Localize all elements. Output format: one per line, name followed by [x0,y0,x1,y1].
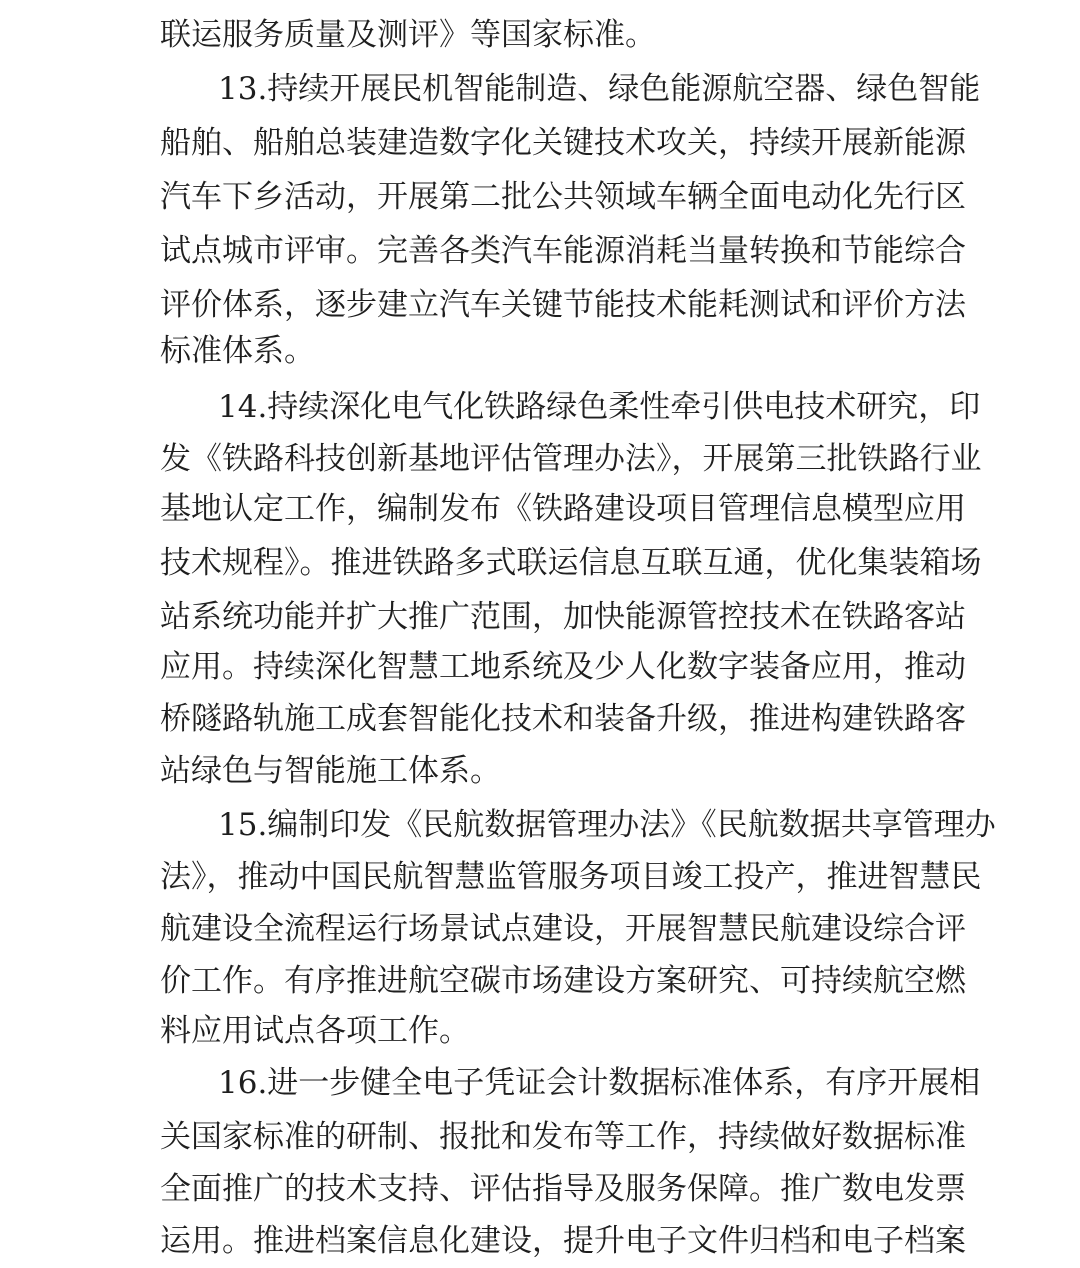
text-line: 发《铁路科技创新基地评估管理办法》，开展第三批铁路行业 [160,441,982,477]
text-line: 站系统功能并扩大推广范围，加快能源管控技术在铁路客站 [160,599,966,635]
text-line: 关国家标准的研制、报批和发布等工作，持续做好数据标准 [160,1119,966,1155]
text-line: 运用。推进档案信息化建设，提升电子文件归档和电子档案 [160,1223,966,1259]
text-line: 技术规程》。推进铁路多式联运信息互联互通，优化集装箱场 [160,545,982,581]
text-line: 桥隧路轨施工成套智能化技术和装备升级，推进构建铁路客 [160,701,966,737]
text-line: 法》，推动中国民航智慧监管服务项目竣工投产，推进智慧民 [160,859,982,895]
text-line: 全面推广的技术支持、评估指导及服务保障。推广数电发票 [160,1171,966,1207]
item-14-heading-line: 14.持续深化电气化铁路绿色柔性牵引供电技术研究，印 [218,389,981,425]
text-line: 站绿色与智能施工体系。 [160,753,501,789]
text-line: 船舶、船舶总装建造数字化关键技术攻关，持续开展新能源 [160,125,966,161]
text-line: 标准体系。 [160,333,315,369]
item-16-heading-line: 16.进一步健全电子凭证会计数据标准体系，有序开展相 [218,1065,981,1101]
text-line: 评价体系，逐步建立汽车关键节能技术能耗测试和评价方法 [160,287,966,323]
text-line: 基地认定工作，编制发布《铁路建设项目管理信息模型应用 [160,491,966,527]
text-line: 料应用试点各项工作。 [160,1013,470,1049]
item-13-heading-line: 13.持续开展民机智能制造、绿色能源航空器、绿色智能 [218,71,981,107]
text-line: 联运服务质量及测评》等国家标准。 [160,17,656,53]
text-line: 价工作。有序推进航空碳市场建设方案研究、可持续航空燃 [160,963,966,999]
text-line: 汽车下乡活动，开展第二批公共领域车辆全面电动化先行区 [160,179,966,215]
text-line: 试点城市评审。完善各类汽车能源消耗当量转换和节能综合 [160,233,966,269]
text-line: 航建设全流程运行场景试点建设，开展智慧民航建设综合评 [160,911,966,947]
text-line: 应用。持续深化智慧工地系统及少人化数字装备应用，推动 [160,649,966,685]
item-15-heading-line: 15.编制印发《民航数据管理办法》《民航数据共享管理办 [218,807,996,843]
